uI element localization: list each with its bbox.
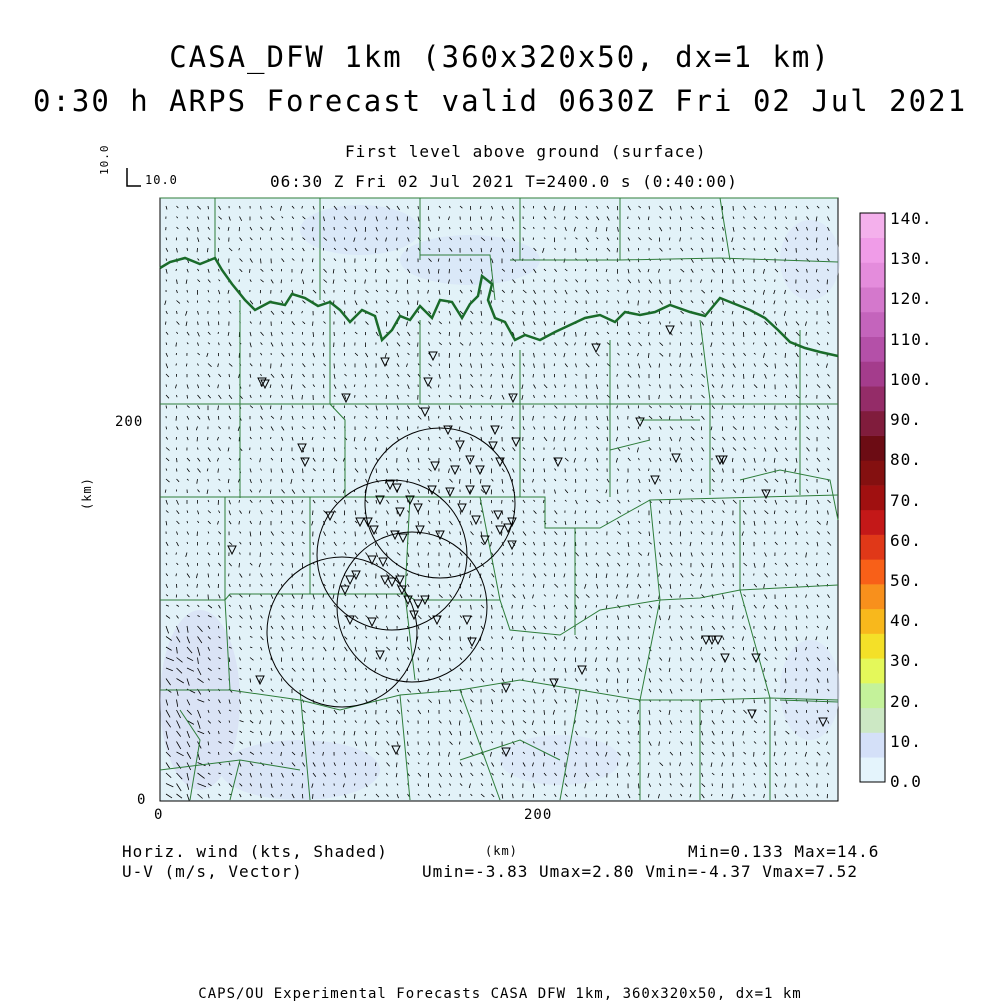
reference-vector-vertical-label: 10.0	[98, 145, 111, 176]
wind-vector	[460, 500, 461, 503]
colorbar-swatch	[860, 757, 885, 782]
wind-vector	[607, 584, 608, 587]
colorbar-label: 30.	[890, 651, 922, 670]
wind-vector	[449, 616, 450, 619]
wind-vector	[429, 605, 430, 608]
wind-vector	[596, 553, 597, 556]
wind-vector	[313, 605, 314, 610]
wind-vector	[292, 364, 293, 366]
wind-vector	[418, 206, 419, 209]
plot-title-line2: 0:30 h ARPS Forecast valid 0630Z Fri 02 Jul 2021	[0, 84, 1000, 118]
x-tick-200: 200	[524, 807, 552, 823]
wind-vector	[418, 658, 419, 661]
wind-vector	[177, 458, 178, 462]
wind-vector	[523, 794, 524, 797]
wind-vector	[323, 311, 324, 314]
wind-vector	[281, 290, 282, 293]
wind-vector	[513, 626, 514, 629]
wind-vector	[796, 731, 797, 734]
wind-vector	[428, 763, 429, 766]
wind-vector	[555, 500, 556, 502]
wind-vector	[807, 574, 808, 577]
wind-vector	[607, 679, 608, 683]
wind-vector	[386, 710, 387, 713]
wind-vector	[450, 374, 451, 377]
wind-vector	[429, 416, 430, 421]
credit-line: CAPS/OU Experimental Forecasts CASA DFW 1km, 360x320x50, dx=1 km	[0, 986, 1000, 1002]
wind-vector	[660, 521, 661, 524]
wind-vector	[239, 563, 240, 567]
wind-vector	[313, 322, 314, 326]
wind-vector	[649, 469, 650, 471]
wind-vector	[565, 626, 566, 631]
map-plot-area	[160, 198, 838, 801]
wind-vector	[470, 395, 471, 399]
wind-vector	[323, 689, 324, 692]
wind-vector	[261, 259, 262, 264]
colorbar-label: 0.0	[890, 772, 922, 791]
colorbar-swatch	[860, 386, 885, 411]
colorbar-label: 70.	[890, 491, 922, 510]
wind-vector	[418, 500, 419, 502]
wind-vector	[492, 227, 493, 230]
wind-vector	[491, 668, 492, 670]
wind-vector	[691, 773, 692, 775]
wind-vector	[639, 542, 640, 545]
wind-vector	[345, 301, 346, 305]
wind-vector	[491, 301, 492, 304]
wind-vector	[334, 479, 335, 482]
wind-vector	[460, 332, 461, 337]
wind-vector	[418, 595, 419, 597]
wind-vector	[502, 416, 503, 418]
wind-vector	[324, 469, 325, 471]
wind-vector	[754, 322, 755, 325]
wind-vector	[481, 742, 482, 745]
colorbar-swatch	[860, 361, 885, 386]
wind-vector	[334, 364, 335, 369]
wind-vector	[408, 731, 409, 735]
wind-vector	[481, 332, 482, 334]
field-description: Horiz. wind (kts, Shaded)	[122, 842, 388, 861]
wind-vector	[754, 679, 755, 681]
wind-vector	[565, 448, 566, 451]
wind-vector	[828, 679, 829, 683]
wind-vector	[533, 374, 534, 377]
colorbar-swatch	[860, 683, 885, 708]
wind-vector	[596, 668, 597, 671]
y-axis-label: (km)	[80, 477, 94, 510]
wind-vector	[544, 553, 545, 556]
wind-vector	[691, 332, 692, 334]
wind-vector	[261, 742, 262, 747]
wind-vector	[523, 616, 524, 619]
wind-vector	[586, 479, 587, 482]
wind-vector	[523, 416, 524, 420]
wind-vector	[796, 238, 797, 240]
wind-vector	[250, 269, 251, 273]
wind-vector	[281, 731, 282, 735]
wind-vector	[387, 700, 388, 703]
wind-vector	[460, 301, 461, 303]
wind-vector	[450, 227, 451, 229]
wind-vector	[817, 490, 818, 494]
wind-vector	[313, 448, 314, 452]
colorbar-swatch	[860, 460, 885, 485]
wind-vector	[723, 542, 724, 545]
wind-vector	[261, 395, 262, 397]
wind-vector	[492, 731, 493, 733]
wind-vector	[796, 574, 797, 576]
colorbar-swatch	[860, 287, 885, 312]
wind-vector	[733, 574, 734, 578]
wind-vector	[418, 679, 419, 681]
colorbar-swatch	[860, 733, 885, 758]
wind-vector	[575, 427, 576, 430]
wind-vector	[733, 742, 734, 747]
wind-vector	[544, 374, 545, 378]
wind-vector	[376, 427, 377, 429]
wind-vector	[198, 448, 199, 450]
wind-vector	[429, 217, 430, 222]
wind-vector	[176, 416, 177, 421]
wind-vector	[575, 511, 576, 515]
wind-vector	[733, 532, 734, 536]
wind-vector	[618, 385, 619, 389]
wind-vector	[701, 668, 702, 670]
wind-vector	[187, 290, 188, 293]
wind-vector	[460, 458, 461, 461]
wind-vector	[208, 479, 209, 481]
wind-vector	[355, 794, 356, 799]
wind-vector	[712, 364, 713, 368]
wind-vector	[313, 227, 314, 231]
wind-vector	[302, 647, 303, 651]
colorbar-label: 10.	[890, 732, 922, 751]
wind-vector	[250, 542, 251, 545]
wind-vector	[208, 206, 209, 209]
wind-vector	[702, 626, 703, 631]
colorbar-swatch	[860, 411, 885, 436]
wind-vector	[250, 742, 251, 746]
wind-vector	[208, 437, 209, 440]
wind-vector	[786, 679, 787, 684]
wind-vector	[712, 542, 713, 545]
colorbar-label: 140.	[890, 209, 933, 228]
colorbar-swatch	[860, 213, 885, 238]
wind-vector	[544, 616, 545, 619]
wind-vector	[544, 710, 545, 715]
level-subtitle: First level above ground (surface)	[345, 142, 707, 161]
colorbar-label: 50.	[890, 571, 922, 590]
wind-vector	[439, 574, 440, 576]
wind-vector	[786, 773, 787, 776]
wind-vector	[512, 553, 513, 556]
wind-vector	[649, 794, 650, 797]
wind-vector	[177, 395, 178, 397]
wind-vector	[323, 458, 324, 462]
wind-vector	[450, 626, 451, 630]
wind-vector	[470, 500, 471, 503]
wind-vector	[691, 479, 692, 481]
plot-title-line1: CASA_DFW 1km (360x320x50, dx=1 km)	[0, 40, 1000, 74]
colorbar-label: 100.	[890, 370, 933, 389]
wind-vector	[565, 616, 566, 620]
wind-vector	[229, 374, 230, 377]
wind-vector	[313, 794, 314, 799]
wind-vector	[239, 500, 240, 503]
colorbar	[860, 213, 885, 782]
wind-vector	[324, 500, 325, 502]
wind-vector	[670, 311, 671, 313]
colorbar-label: 20.	[890, 692, 922, 711]
wind-vector	[775, 490, 776, 493]
colorbar-label: 60.	[890, 531, 922, 550]
wind-vector	[554, 668, 555, 671]
wind-vector	[544, 784, 545, 786]
wind-vector	[260, 322, 261, 325]
colorbar-swatch	[860, 535, 885, 560]
wind-vector	[712, 784, 713, 787]
y-tick-0: 0	[137, 792, 146, 808]
wind-vector	[323, 406, 324, 409]
wind-vector	[313, 511, 314, 516]
wind-vector	[271, 721, 272, 725]
wind-vector	[544, 500, 545, 503]
wind-vector	[617, 479, 618, 482]
wind-vector	[281, 448, 282, 451]
colorbar-swatch	[860, 238, 885, 263]
wind-vector	[523, 311, 524, 315]
wind-vector	[565, 584, 566, 587]
wind-vector	[618, 217, 619, 220]
colorbar-swatch	[860, 337, 885, 362]
wind-vector	[796, 658, 797, 661]
wind-vector	[292, 353, 293, 355]
wind-vector	[355, 311, 356, 313]
wind-vector	[334, 584, 335, 588]
wind-vector	[775, 364, 776, 369]
wind-vector	[670, 574, 671, 578]
reference-vector	[127, 168, 141, 186]
colorbar-label: 120.	[890, 289, 933, 308]
colorbar-label: 40.	[890, 611, 922, 630]
wind-vector	[712, 647, 713, 649]
colorbar-label: 130.	[890, 249, 933, 268]
colorbar-label: 110.	[890, 330, 933, 349]
wind-vector	[596, 721, 597, 724]
wind-vector	[743, 406, 744, 409]
wind-vector	[302, 532, 303, 536]
wind-vector	[754, 406, 755, 408]
wind-vector	[681, 647, 682, 650]
wind-vector	[691, 532, 692, 535]
wind-vector	[565, 731, 566, 735]
wind-vector	[387, 605, 388, 609]
colorbar-swatch	[860, 584, 885, 609]
wind-vector	[219, 311, 220, 314]
x-axis-label: (km)	[485, 844, 518, 858]
y-tick-200: 200	[115, 414, 143, 430]
wind-vector	[502, 700, 503, 702]
wind-vector	[365, 595, 366, 598]
wind-vector	[407, 605, 408, 607]
wind-vector	[397, 259, 398, 262]
wind-vector	[271, 437, 272, 439]
wind-vector	[418, 311, 419, 313]
wind-vector	[281, 406, 282, 410]
wind-vector	[376, 259, 377, 263]
wind-vector	[722, 217, 723, 219]
wind-vector	[303, 469, 304, 474]
colorbar-swatch	[860, 510, 885, 535]
colorbar-swatch	[860, 658, 885, 683]
colorbar-swatch	[860, 262, 885, 287]
wind-vector	[365, 679, 366, 681]
vector-description: U-V (m/s, Vector)	[122, 862, 303, 881]
colorbar-swatch	[860, 559, 885, 584]
wind-vector	[586, 605, 587, 608]
reference-vector-horizontal-label: 10.0	[145, 173, 178, 187]
colorbar-swatch	[860, 312, 885, 337]
colorbar-label: 90.	[890, 410, 922, 429]
colorbar-swatch	[860, 436, 885, 461]
wind-vector	[702, 521, 703, 524]
wind-vector	[712, 794, 713, 796]
wind-vector	[491, 322, 492, 326]
wind-vector	[229, 269, 230, 274]
wind-vector	[344, 658, 345, 662]
wind-vector	[733, 605, 734, 610]
wind-vector	[534, 658, 535, 662]
wind-vector	[428, 731, 429, 733]
wind-vector	[303, 553, 304, 557]
wind-vector	[723, 290, 724, 293]
colorbar-swatch	[860, 485, 885, 510]
wind-vector	[576, 469, 577, 472]
wind-vector	[502, 731, 503, 735]
time-subtitle: 06:30 Z Fri 02 Jul 2021 T=2400.0 s (0:40:00)	[270, 172, 738, 191]
wind-vector	[460, 479, 461, 484]
colorbar-swatch	[860, 609, 885, 634]
wind-vector	[502, 353, 503, 357]
wind-vector	[303, 259, 304, 262]
colorbar-swatch	[860, 634, 885, 659]
wind-vector	[754, 427, 755, 430]
colorbar-swatch	[860, 708, 885, 733]
wind-vector	[260, 668, 261, 672]
min-max-values: Min=0.133 Max=14.6	[688, 842, 879, 861]
colorbar-label: 80.	[890, 450, 922, 469]
wind-vector	[323, 595, 324, 598]
wind-vector	[397, 238, 398, 241]
x-tick-0: 0	[154, 807, 163, 823]
uv-min-max-values: Umin=-3.83 Umax=2.80 Vmin=-4.37 Vmax=7.52	[422, 862, 858, 881]
wind-vector	[418, 553, 419, 556]
wind-vector	[218, 332, 219, 334]
wind-vector	[712, 710, 713, 713]
